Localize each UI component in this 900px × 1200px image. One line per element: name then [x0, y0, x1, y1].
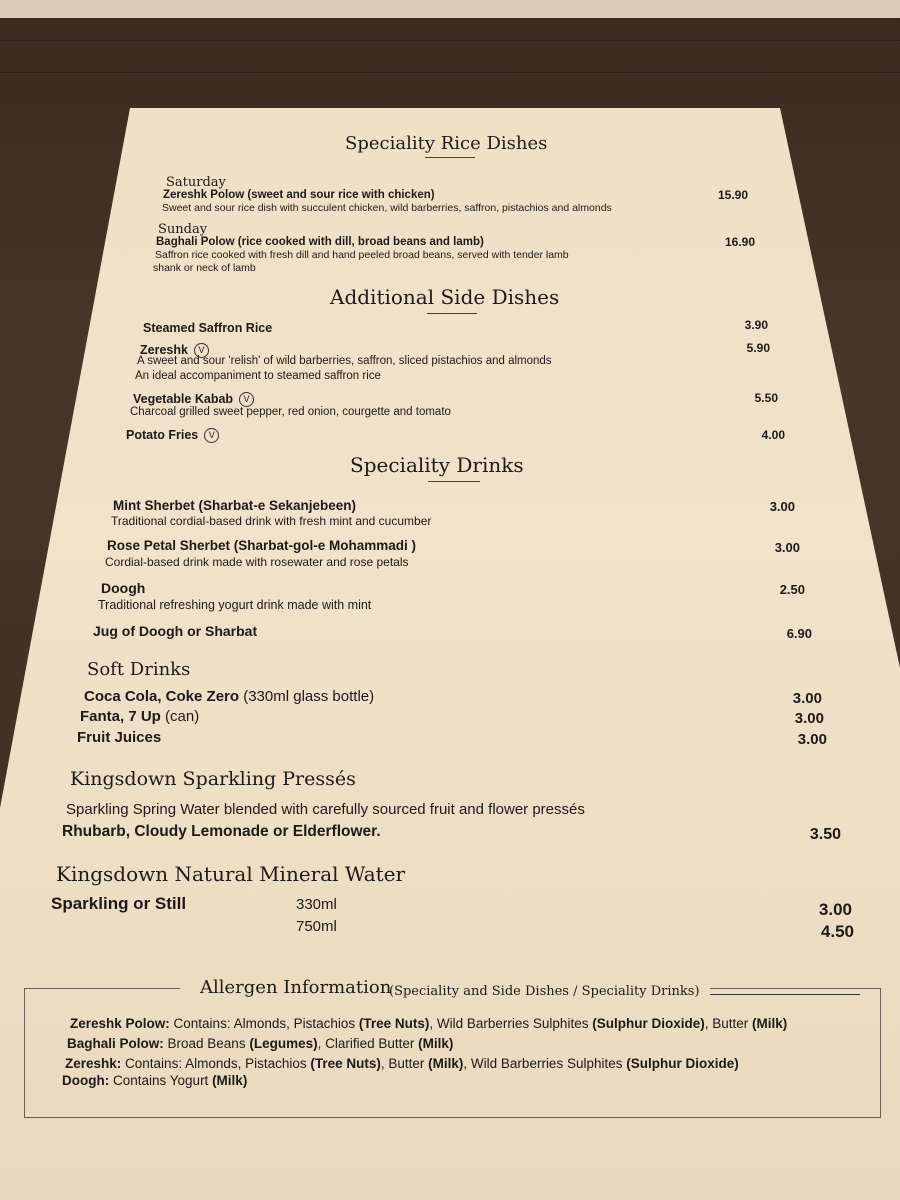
dish-desc-baghali-polow: Saffron rice cooked with fresh dill and hand peeled broad beans, served with tender lamb — [155, 249, 569, 261]
drink-name-jug: Jug of Doogh or Sharbat — [93, 623, 258, 639]
price-zereshk-polow: 15.90 — [717, 188, 748, 202]
price-fanta: 3.00 — [794, 710, 824, 727]
drinks-section-title: Speciality Drinks — [350, 453, 524, 477]
price-kabab: 5.50 — [754, 391, 778, 405]
table-grain — [0, 72, 900, 73]
presses-flavours: Rhubarb, Cloudy Lemonade or Elderflower. — [62, 823, 381, 840]
soft-drinks-title: Soft Drinks — [87, 659, 191, 680]
price-doogh: 2.50 — [779, 582, 805, 597]
soft-drink-coke-note: (330ml glass bottle) — [243, 688, 375, 705]
allergen-subtitle: (Speciality and Side Dishes / Speciality Drinks) — [389, 984, 700, 999]
table-grain — [0, 40, 900, 41]
price-rose: 3.00 — [774, 540, 800, 555]
vegetarian-icon: V — [194, 343, 209, 358]
title-underline — [425, 157, 475, 158]
allergen-text: Contains: Almonds, Pistachios — [121, 1056, 311, 1071]
vegetarian-icon: V — [204, 428, 219, 443]
allergen-category: (Milk) — [212, 1073, 248, 1088]
allergen-category: (Tree Nuts) — [310, 1056, 381, 1071]
soft-drink-coke-name: Coca Cola, Coke Zero — [84, 688, 240, 705]
day-label-saturday: Saturday — [166, 175, 226, 190]
drink-desc-doogh: Traditional refreshing yogurt drink made with mint — [98, 598, 372, 612]
allergen-label: Baghali Polow: — [67, 1036, 164, 1051]
allergen-category: (Tree Nuts) — [358, 1016, 430, 1031]
allergen-line-baghali-polow — [67, 1036, 453, 1051]
soft-drink-fanta-note: (can) — [165, 708, 200, 725]
price-presses: 3.50 — [809, 826, 841, 843]
water-size-750: 750ml — [296, 918, 337, 935]
allergen-text: Contains Yogurt — [109, 1073, 213, 1088]
water-title: Kingsdown Natural Mineral Water — [56, 862, 406, 886]
allergen-category: (Milk) — [751, 1016, 788, 1031]
soft-drink-fanta-name: Fanta, 7 Up — [80, 708, 161, 725]
allergen-line-doogh — [62, 1073, 247, 1088]
dish-name-baghali-polow: Baghali Polow (rice cooked with dill, broad beans and lamb) — [156, 236, 484, 248]
price-juice: 3.00 — [797, 731, 827, 748]
dish-desc-zereshk-cont: An ideal accompaniment to steamed saffron rice — [135, 370, 381, 382]
soft-drink-coke — [84, 688, 374, 705]
price-saffron-rice: 3.90 — [744, 318, 768, 332]
allergen-label: Doogh: — [62, 1073, 110, 1088]
sides-section-title: Additional Side Dishes — [330, 285, 560, 309]
title-underline — [427, 313, 477, 314]
allergen-category: (Sulphur Dioxide) — [626, 1056, 739, 1071]
allergen-box — [24, 988, 881, 1118]
dish-desc-baghali-polow-cont: shank or neck of lamb — [153, 262, 256, 274]
allergen-text: , Clarified Butter — [317, 1036, 419, 1051]
dish-desc-kabab: Charcoal grilled sweet pepper, red onion, courgette and tomato — [130, 406, 451, 418]
drink-desc-mint: Traditional cordial-based drink with fresh mint and cucumber — [111, 514, 432, 528]
allergen-line-zereshk — [65, 1056, 739, 1071]
dish-name-kabab-text: Vegetable Kabab — [133, 392, 234, 406]
allergen-text: , Wild Barberries Sulphites — [463, 1056, 627, 1071]
price-coke: 3.00 — [792, 690, 822, 707]
allergen-label: Zereshk Polow: — [70, 1016, 170, 1031]
dish-name-saffron-rice: Steamed Saffron Rice — [143, 321, 273, 335]
presses-title: Kingsdown Sparkling Pressés — [70, 768, 356, 790]
price-water-750: 4.50 — [820, 922, 854, 941]
drink-desc-rose: Cordial-based drink made with rosewater and rose petals — [105, 555, 409, 569]
allergen-label: Zereshk: — [65, 1056, 122, 1071]
drink-name-mint: Mint Sherbet (Sharbat-e Sekanjebeen) — [113, 498, 357, 513]
dish-name-fries — [126, 428, 219, 443]
allergen-text: , Butter — [704, 1016, 752, 1031]
water-name: Sparkling or Still — [51, 894, 187, 913]
allergen-category: (Sulphur Dioxide) — [592, 1016, 705, 1031]
drink-name-doogh: Doogh — [101, 580, 146, 596]
allergen-line-zereshk-polow — [70, 1016, 787, 1031]
price-baghali-polow: 16.90 — [724, 235, 755, 249]
allergen-text: Contains: Almonds, Pistachios — [169, 1016, 359, 1031]
background-paper-strip — [0, 0, 900, 18]
allergen-text: , Butter — [380, 1056, 429, 1071]
price-zereshk: 5.90 — [746, 341, 770, 355]
water-size-330: 330ml — [296, 896, 337, 913]
presses-desc: Sparkling Spring Water blended with carefully sourced fruit and flower pressés — [66, 801, 585, 818]
dish-name-zereshk-text: Zereshk — [140, 343, 188, 357]
allergen-title: Allergen Information — [200, 977, 392, 998]
allergen-category: (Milk) — [418, 1036, 454, 1051]
price-mint: 3.00 — [769, 499, 795, 514]
dish-name-fries-text: Potato Fries — [126, 428, 199, 442]
title-underline — [428, 481, 480, 482]
allergen-text: Broad Beans — [163, 1036, 250, 1051]
rice-section-title: Speciality Rice Dishes — [345, 133, 548, 154]
drink-name-rose: Rose Petal Sherbet (Sharbat-gol-e Mohammadi ) — [107, 538, 417, 553]
vegetarian-icon: V — [239, 392, 254, 407]
allergen-text: , Wild Barberries Sulphites — [429, 1016, 593, 1031]
dish-desc-zereshk: A sweet and sour 'relish' of wild barberries, saffron, sliced pistachios and almonds — [137, 355, 552, 367]
allergen-category: (Legumes) — [249, 1036, 318, 1051]
dish-name-zereshk-polow: Zereshk Polow (sweet and sour rice with chicken) — [163, 189, 435, 201]
price-fries: 4.00 — [761, 428, 785, 442]
allergen-title-rule — [710, 994, 860, 995]
allergen-category: (Milk) — [428, 1056, 464, 1071]
price-jug: 6.90 — [786, 626, 812, 641]
dish-desc-zereshk-polow: Sweet and sour rice dish with succulent chicken, wild barberries, saffron, pistachios and almonds — [162, 202, 612, 214]
dish-name-kabab — [133, 392, 254, 407]
soft-drink-juice: Fruit Juices — [77, 729, 162, 746]
soft-drink-fanta — [80, 708, 199, 725]
price-water-330: 3.00 — [818, 900, 852, 919]
day-label-sunday: Sunday — [158, 222, 208, 237]
